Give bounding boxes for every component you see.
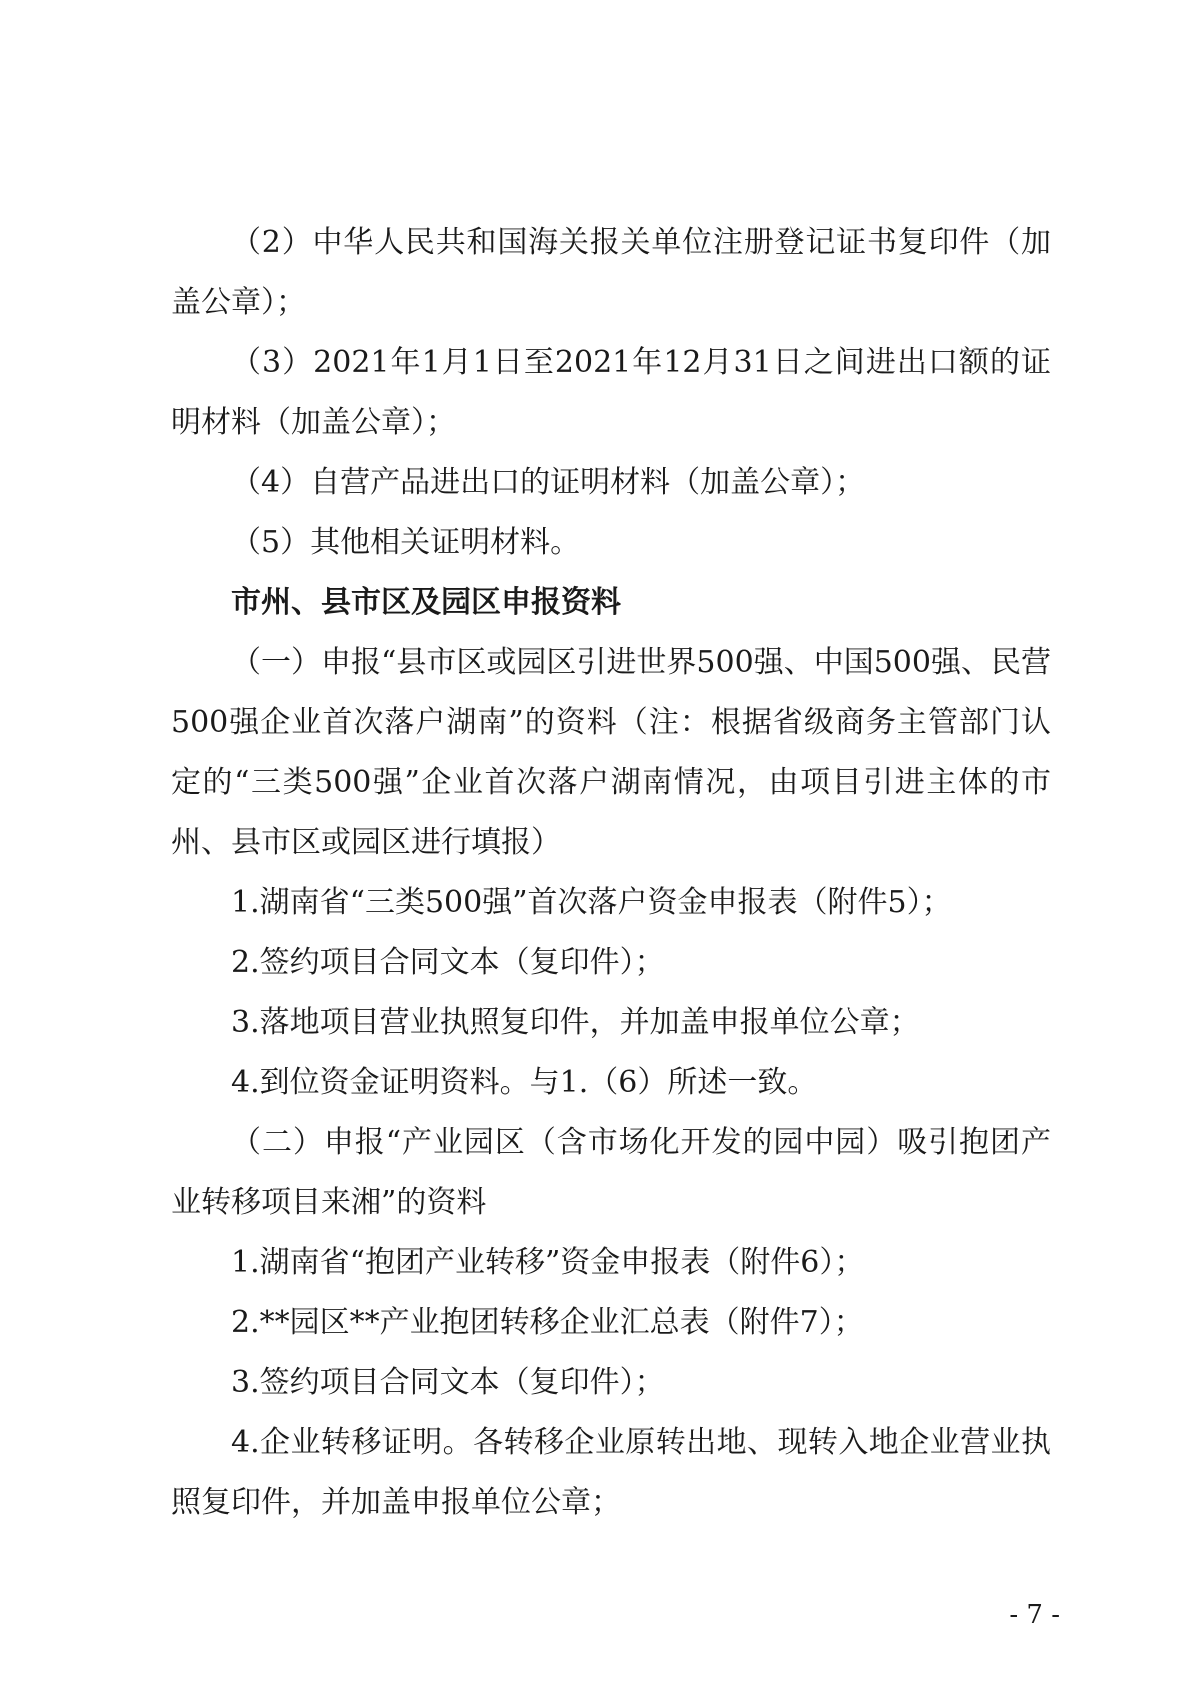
list-item-transfer-summary: 2.**园区**产业抱团转移企业汇总表（附件7）； [231,1305,864,1340]
body-text [171,213,1051,1533]
section-heading: 市州、县市区及园区申报资料 [231,585,621,620]
list-item-top500-form: 1.湖南省“三类500强”首次落户资金申报表（附件5）； [231,885,952,920]
list-item-funding-proof: 4.到位资金证明资料。与1.（6）所述一致。 [231,1065,818,1100]
list-item-transfer-contract: 3.签约项目合同文本（复印件）； [231,1365,665,1400]
paragraph-self-operated-proof: （4）自营产品进出口的证明材料（加盖公章）； [231,465,866,500]
list-item-transfer-proof: 4.企业转移证明。各转移企业原转出地、现转入地企业营业执照复印件，并加盖申报单位公章； [171,1425,1051,1520]
paragraph-industry-transfer-intro: （二）申报“产业园区（含市场化开发的园中园）吸引抱团产业转移项目来湘”的资料 [171,1125,1051,1220]
list-item-contract-copy: 2.签约项目合同文本（复印件）； [231,945,665,980]
list-item-transfer-form: 1.湖南省“抱团产业转移”资金申报表（附件6）； [231,1245,865,1280]
page-number: - 7 - [1009,1600,1060,1630]
paragraph-top500-intro: （一）申报“县市区或园区引进世界500强、中国500强、民营500强企业首次落户湖南”的资料（注：根据省级商务主管部门认定的“三类500强”企业首次落户湖南情况，由项目引进主体的市州、县市区或园区进行填报） [171,645,1051,860]
paragraph-other-proof: （5）其他相关证明材料。 [231,525,581,560]
paragraph-import-export-proof: （3）2021年1月1日至2021年12月31日之间进出口额的证明材料（加盖公章）； [171,345,1051,440]
paragraph-customs-registration: （2）中华人民共和国海关报关单位注册登记证书复印件（加盖公章）； [171,225,1051,320]
list-item-business-license: 3.落地项目营业执照复印件，并加盖申报单位公章； [231,1005,920,1040]
